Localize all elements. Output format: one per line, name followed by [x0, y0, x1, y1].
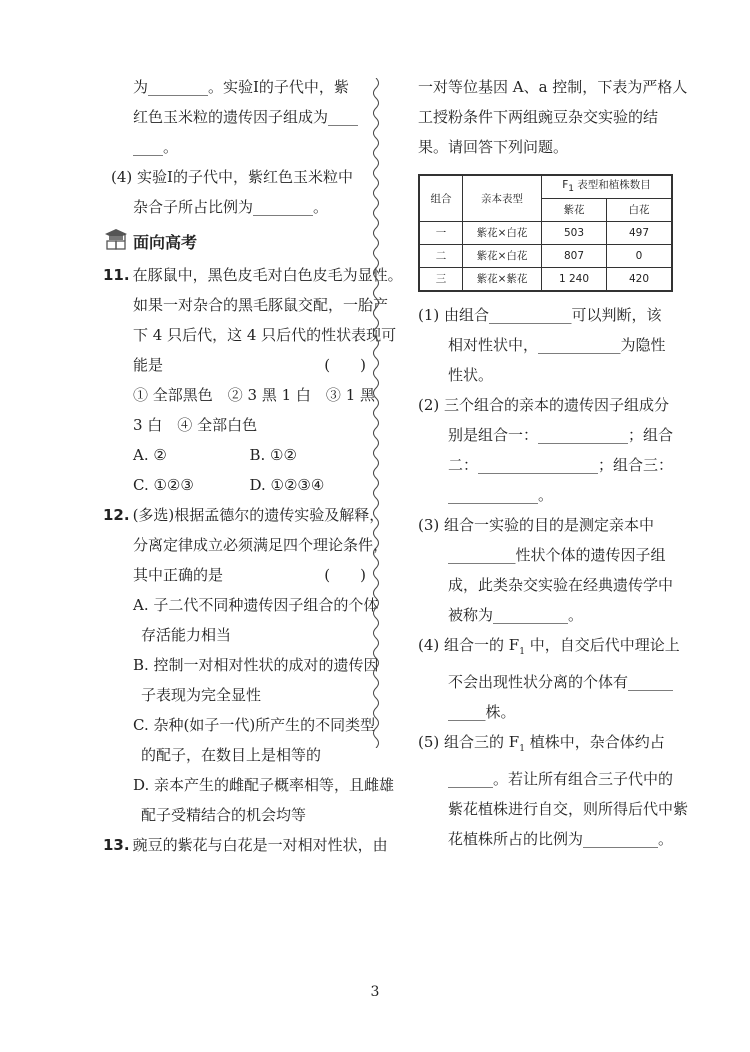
- q11-line-5: ① 全部黑色 ② 3 黑 1 白 ③ 1 黑: [133, 386, 376, 404]
- q11-option-d: D. ①②③④: [249, 476, 325, 494]
- continued-line-1: 为________。实验Ⅰ的子代中，紫: [133, 78, 349, 96]
- sub-question-1-line-3: 性状。: [448, 366, 494, 384]
- header-group: 组合: [419, 175, 463, 222]
- sub-question-3-line-4: 被称为__________。: [448, 606, 584, 624]
- q12-option-c-line-1: C. 杂种(如子一代)所产生的不同类型: [133, 716, 376, 734]
- q12-line-3: 其中正确的是: [133, 566, 224, 584]
- table-row: [419, 268, 672, 292]
- q11-answer-paren: ( ): [324, 356, 366, 374]
- page-number: 3: [370, 984, 380, 1000]
- q12-number: 12.: [103, 506, 130, 524]
- sub-question-1-line-1: (1) 由组合___________可以判断，该: [418, 306, 662, 324]
- sub-question-2-line-2: 别是组合一：____________；组合: [448, 426, 674, 444]
- q12-option-b-line-1: B. 控制一对相对性状的成对的遗传因: [133, 656, 379, 674]
- q12-option-a-line-1: A. 子二代不同种遗传因子组合的个体: [133, 596, 379, 614]
- cell-group: 一: [419, 222, 463, 245]
- section-heading: [103, 226, 366, 260]
- table-row: [419, 245, 672, 268]
- right-column: [418, 72, 689, 854]
- sub-question-4-line-3: _____株。: [448, 703, 516, 721]
- q4-line-1: (4) 实验Ⅰ的子代中，紫红色玉米粒中: [111, 168, 353, 186]
- question-11: [103, 260, 403, 500]
- q11-line-2: 如果一对杂合的黑毛豚鼠交配，一胎产: [133, 296, 389, 314]
- q13-intro-line-2: 工授粉条件下两组豌豆杂交实验的结: [418, 108, 659, 126]
- cell-purple: 807: [542, 245, 607, 268]
- graduation-cap-book-icon: [103, 226, 129, 260]
- q12-answer-paren: ( ): [324, 566, 366, 584]
- cell-group: 三: [419, 268, 463, 292]
- question-13: [103, 830, 388, 860]
- cell-parent: 紫花×白花: [463, 222, 542, 245]
- cell-parent: 紫花×白花: [463, 245, 542, 268]
- q11-line-6: 3 白 ④ 全部白色: [133, 416, 258, 434]
- q11-option-b: B. ①②: [249, 446, 297, 464]
- q13-intro-line-3: 果。请回答下列问题。: [418, 138, 569, 156]
- q11-option-a: A. ②: [133, 446, 167, 464]
- q11-line-3: 下 4 只后代，这 4 只后代的性状表现可: [133, 326, 397, 344]
- sub-question-5-line-3: 紫花植株进行自交，则所得后代中紫: [448, 800, 689, 818]
- header-f1: $F_1$ 表型和植株数目: [542, 175, 673, 199]
- table-row: [419, 222, 672, 245]
- sub-question-3-line-2: _________性状个体的遗传因子组: [448, 546, 666, 564]
- cell-purple: 1 240: [542, 268, 607, 292]
- sub-question-4-line-2: 不会出现性状分离的个体有______: [448, 673, 674, 691]
- sub-question-2-line-1: (2) 三个组合的亲本的遗传因子组成分: [418, 396, 670, 414]
- header-purple: 紫花: [542, 199, 607, 222]
- q12-option-b-line-2: 子表现为完全显性: [141, 686, 262, 704]
- sub-question-5-line-2: ______。若让所有组合三子代中的: [448, 770, 674, 788]
- q4-line-2: 杂合子所占比例为________。: [133, 198, 329, 216]
- sub-question-4-line-1: (4) 组合一的 $F_1$ 中，自交后代中理论上: [418, 636, 680, 657]
- q13-line-1: 豌豆的紫花与白花是一对相对性状，由: [132, 836, 388, 854]
- sub-question-5-line-1: (5) 组合三的 $F_1$ 植株中，杂合体约占: [418, 733, 665, 754]
- question-12: [103, 500, 395, 830]
- q12-option-a-line-2: 存活能力相当: [141, 626, 232, 644]
- q12-option-d-line-2: 配子受精结合的机会均等: [141, 806, 307, 824]
- sub-question-3-line-1: (3) 组合一实验的目的是测定亲本中: [418, 516, 655, 534]
- section-title: 面向高考: [133, 233, 198, 252]
- sub-question-5-line-4: 花植株所占的比例为__________。: [448, 830, 674, 848]
- cell-white: 0: [607, 245, 673, 268]
- q11-line-4: 能是: [133, 356, 164, 374]
- q12-option-c-line-2: 的配子，在数目上是相等的: [141, 746, 322, 764]
- column-divider: [370, 78, 382, 748]
- cross-results-table: [418, 174, 673, 292]
- q12-line-1: (多选)根据孟德尔的遗传实验及解释，: [132, 506, 385, 524]
- q11-line-1: 在豚鼠中，黑色皮毛对白色皮毛为显性。: [132, 266, 403, 284]
- sub-question-1-line-2: 相对性状中，___________为隐性: [448, 336, 666, 354]
- q12-line-2: 分离定律成立必须满足四个理论条件，: [133, 536, 389, 554]
- cell-white: 420: [607, 268, 673, 292]
- q13-intro-line-1: 一对等位基因 A、a 控制，下表为严格人: [418, 78, 688, 96]
- cell-group: 二: [419, 245, 463, 268]
- q11-option-c: C. ①②③: [133, 476, 194, 494]
- q12-option-d-line-1: D. 亲本产生的雌配子概率相等，且雌雄: [133, 776, 395, 794]
- cell-purple: 503: [542, 222, 607, 245]
- q13-number: 13.: [103, 836, 130, 854]
- left-column: [103, 72, 403, 860]
- cell-parent: 紫花×紫花: [463, 268, 542, 292]
- sub-question-3-line-3: 成，此类杂交实验在经典遗传学中: [448, 576, 674, 594]
- q11-number: 11.: [103, 266, 130, 284]
- continued-line-2: 红色玉米粒的遗传因子组成为____: [133, 108, 359, 126]
- header-parent-phenotype: 亲本表型: [463, 175, 542, 222]
- continued-line-3: ____。: [133, 138, 179, 156]
- cell-white: 497: [607, 222, 673, 245]
- header-white: 白花: [607, 199, 673, 222]
- sub-question-2-line-3: 二：________________；组合三：: [448, 456, 674, 474]
- sub-question-2-line-4: ____________。: [448, 486, 554, 504]
